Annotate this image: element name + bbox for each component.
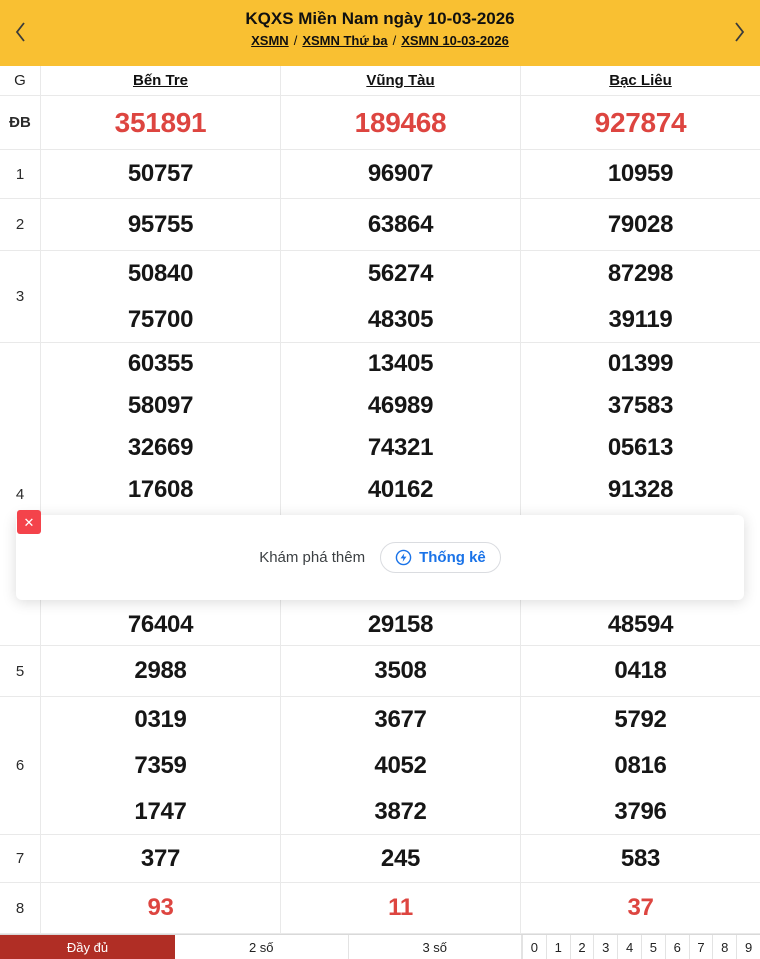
result-cell [280,697,520,834]
statistics-button-label: Thống kê [419,549,486,566]
result-number: 79028 [607,210,674,238]
result-number: 87298 [607,259,674,287]
result-number: 29158 [367,610,434,638]
result-number: 927874 [594,106,687,138]
table-row [0,199,760,251]
result-cell [280,150,520,198]
results-table-header [0,66,760,96]
result-number: 5792 [614,705,667,733]
prize-row-label: 6 [15,757,25,774]
result-number: 46989 [367,391,434,419]
result-cell [40,251,280,342]
result-number: 37 [627,894,654,921]
result-number: 0418 [614,657,667,684]
breadcrumb-link[interactable]: XSMN 10-03-2026 [401,33,509,48]
result-cell [520,96,760,149]
view-tab-1[interactable]: Đầy đủ [0,935,175,959]
result-cell [40,199,280,250]
result-number: 39119 [608,305,673,333]
table-row [0,96,760,150]
page-header [0,0,760,66]
prize-row-label: ĐB [9,114,31,131]
result-cell [520,697,760,834]
result-cell [40,150,280,198]
result-number: 74321 [367,433,434,461]
digit-filter-button[interactable]: 9 [736,935,760,959]
prize-row-label: 3 [15,288,25,305]
breadcrumb-separator: / [293,33,298,48]
promo-text: Khám phá thêm [259,549,366,566]
result-number: 76404 [127,610,194,638]
stats-icon [395,549,412,566]
result-number: 245 [380,844,421,872]
prev-day-button[interactable] [4,17,38,49]
table-row [0,835,760,883]
result-cell [40,697,280,834]
result-cell [40,646,280,696]
province-header-bac-lieu[interactable]: Bạc Liêu [520,66,760,95]
result-cell [520,646,760,696]
digit-filter-button[interactable]: 6 [665,935,689,959]
province-header-ben-tre[interactable]: Bến Tre [40,66,280,95]
result-cell [40,96,280,149]
result-number: 32669 [127,433,194,461]
result-cell [520,251,760,342]
chevron-left-icon [13,19,29,48]
result-cell [280,646,520,696]
prize-row-label: 5 [15,662,25,680]
result-number: 7359 [134,751,187,779]
next-day-button[interactable] [722,17,756,49]
result-cell [280,251,520,342]
result-cell [280,883,520,933]
result-cell [40,883,280,933]
result-cell [520,199,760,250]
view-tab-3[interactable]: 3 số [349,935,523,959]
digit-filter-button[interactable]: 5 [641,935,665,959]
prize-row-label: 1 [15,165,25,183]
result-number: 4052 [374,751,427,779]
digit-filter-button[interactable]: 7 [689,935,713,959]
result-number: 17608 [127,475,194,503]
prize-row-label: 4 [15,485,25,503]
chevron-right-icon [731,19,747,48]
digit-filter-button[interactable]: 8 [712,935,736,959]
result-cell [280,835,520,882]
result-cell [520,883,760,933]
result-number: 351891 [114,106,207,138]
result-cell [280,199,520,250]
result-number: 01399 [607,349,674,377]
result-number: 48594 [607,610,674,638]
page-title: KQXS Miền Nam ngày 10-03-2026 [245,9,515,28]
prize-row-label: 2 [15,216,25,233]
result-number: 40162 [367,475,434,503]
result-number: 11 [388,894,413,921]
result-number: 13405 [367,349,434,377]
result-cell [280,96,520,149]
province-header-vung-tau[interactable]: Vũng Tàu [280,66,520,95]
digit-filter-bar [522,935,760,959]
result-number: 0816 [614,751,667,779]
result-number: 37583 [607,391,674,419]
table-row [0,251,760,343]
result-number: 0319 [134,705,187,733]
digit-filter-button[interactable]: 0 [522,935,546,959]
breadcrumb-separator: / [392,33,397,48]
statistics-button[interactable] [380,542,501,573]
prize-row-label: 8 [15,899,25,917]
result-number: 3508 [374,657,427,684]
view-mode-bar [0,934,760,959]
result-number: 91328 [607,475,674,503]
result-number: 93 [147,894,174,921]
breadcrumb-link[interactable]: XSMN Thứ ba [302,33,388,48]
result-number: 48305 [367,305,434,333]
result-number: 95755 [127,210,194,238]
result-number: 3677 [374,705,427,733]
table-row [0,343,760,646]
result-number: 50840 [127,259,194,287]
table-row [0,697,760,835]
result-number: 60355 [127,349,194,377]
result-cell [40,835,280,882]
table-row [0,883,760,934]
result-number: 2988 [134,657,187,684]
close-icon[interactable]: ✕ [17,510,41,534]
prize-column-header: G [14,72,26,89]
result-number: 1747 [134,797,187,825]
result-cell [520,150,760,198]
result-number: 189468 [354,106,447,138]
promo-banner [16,515,744,600]
breadcrumb [0,33,760,48]
result-number: 63864 [367,210,434,238]
digit-filter-button[interactable]: 1 [546,935,570,959]
breadcrumb-link[interactable]: XSMN [251,33,289,48]
result-number: 3796 [614,797,667,825]
result-number: 50757 [127,160,194,187]
digit-filter-button[interactable]: 4 [617,935,641,959]
digit-filter-button[interactable]: 3 [593,935,617,959]
result-number: 583 [620,844,661,872]
result-number: 377 [140,844,181,872]
result-number: 96907 [367,160,434,187]
result-number: 56274 [367,259,434,287]
view-tab-2[interactable]: 2 số [175,935,349,959]
result-number: 58097 [127,391,194,419]
prize-row-label: 7 [15,850,25,867]
table-row [0,646,760,697]
result-number: 75700 [127,305,194,333]
digit-filter-button[interactable]: 2 [570,935,594,959]
result-number: 3872 [374,797,427,825]
result-cell [520,835,760,882]
table-row [0,150,760,199]
result-number: 10959 [607,160,674,187]
result-number: 05613 [607,433,674,461]
